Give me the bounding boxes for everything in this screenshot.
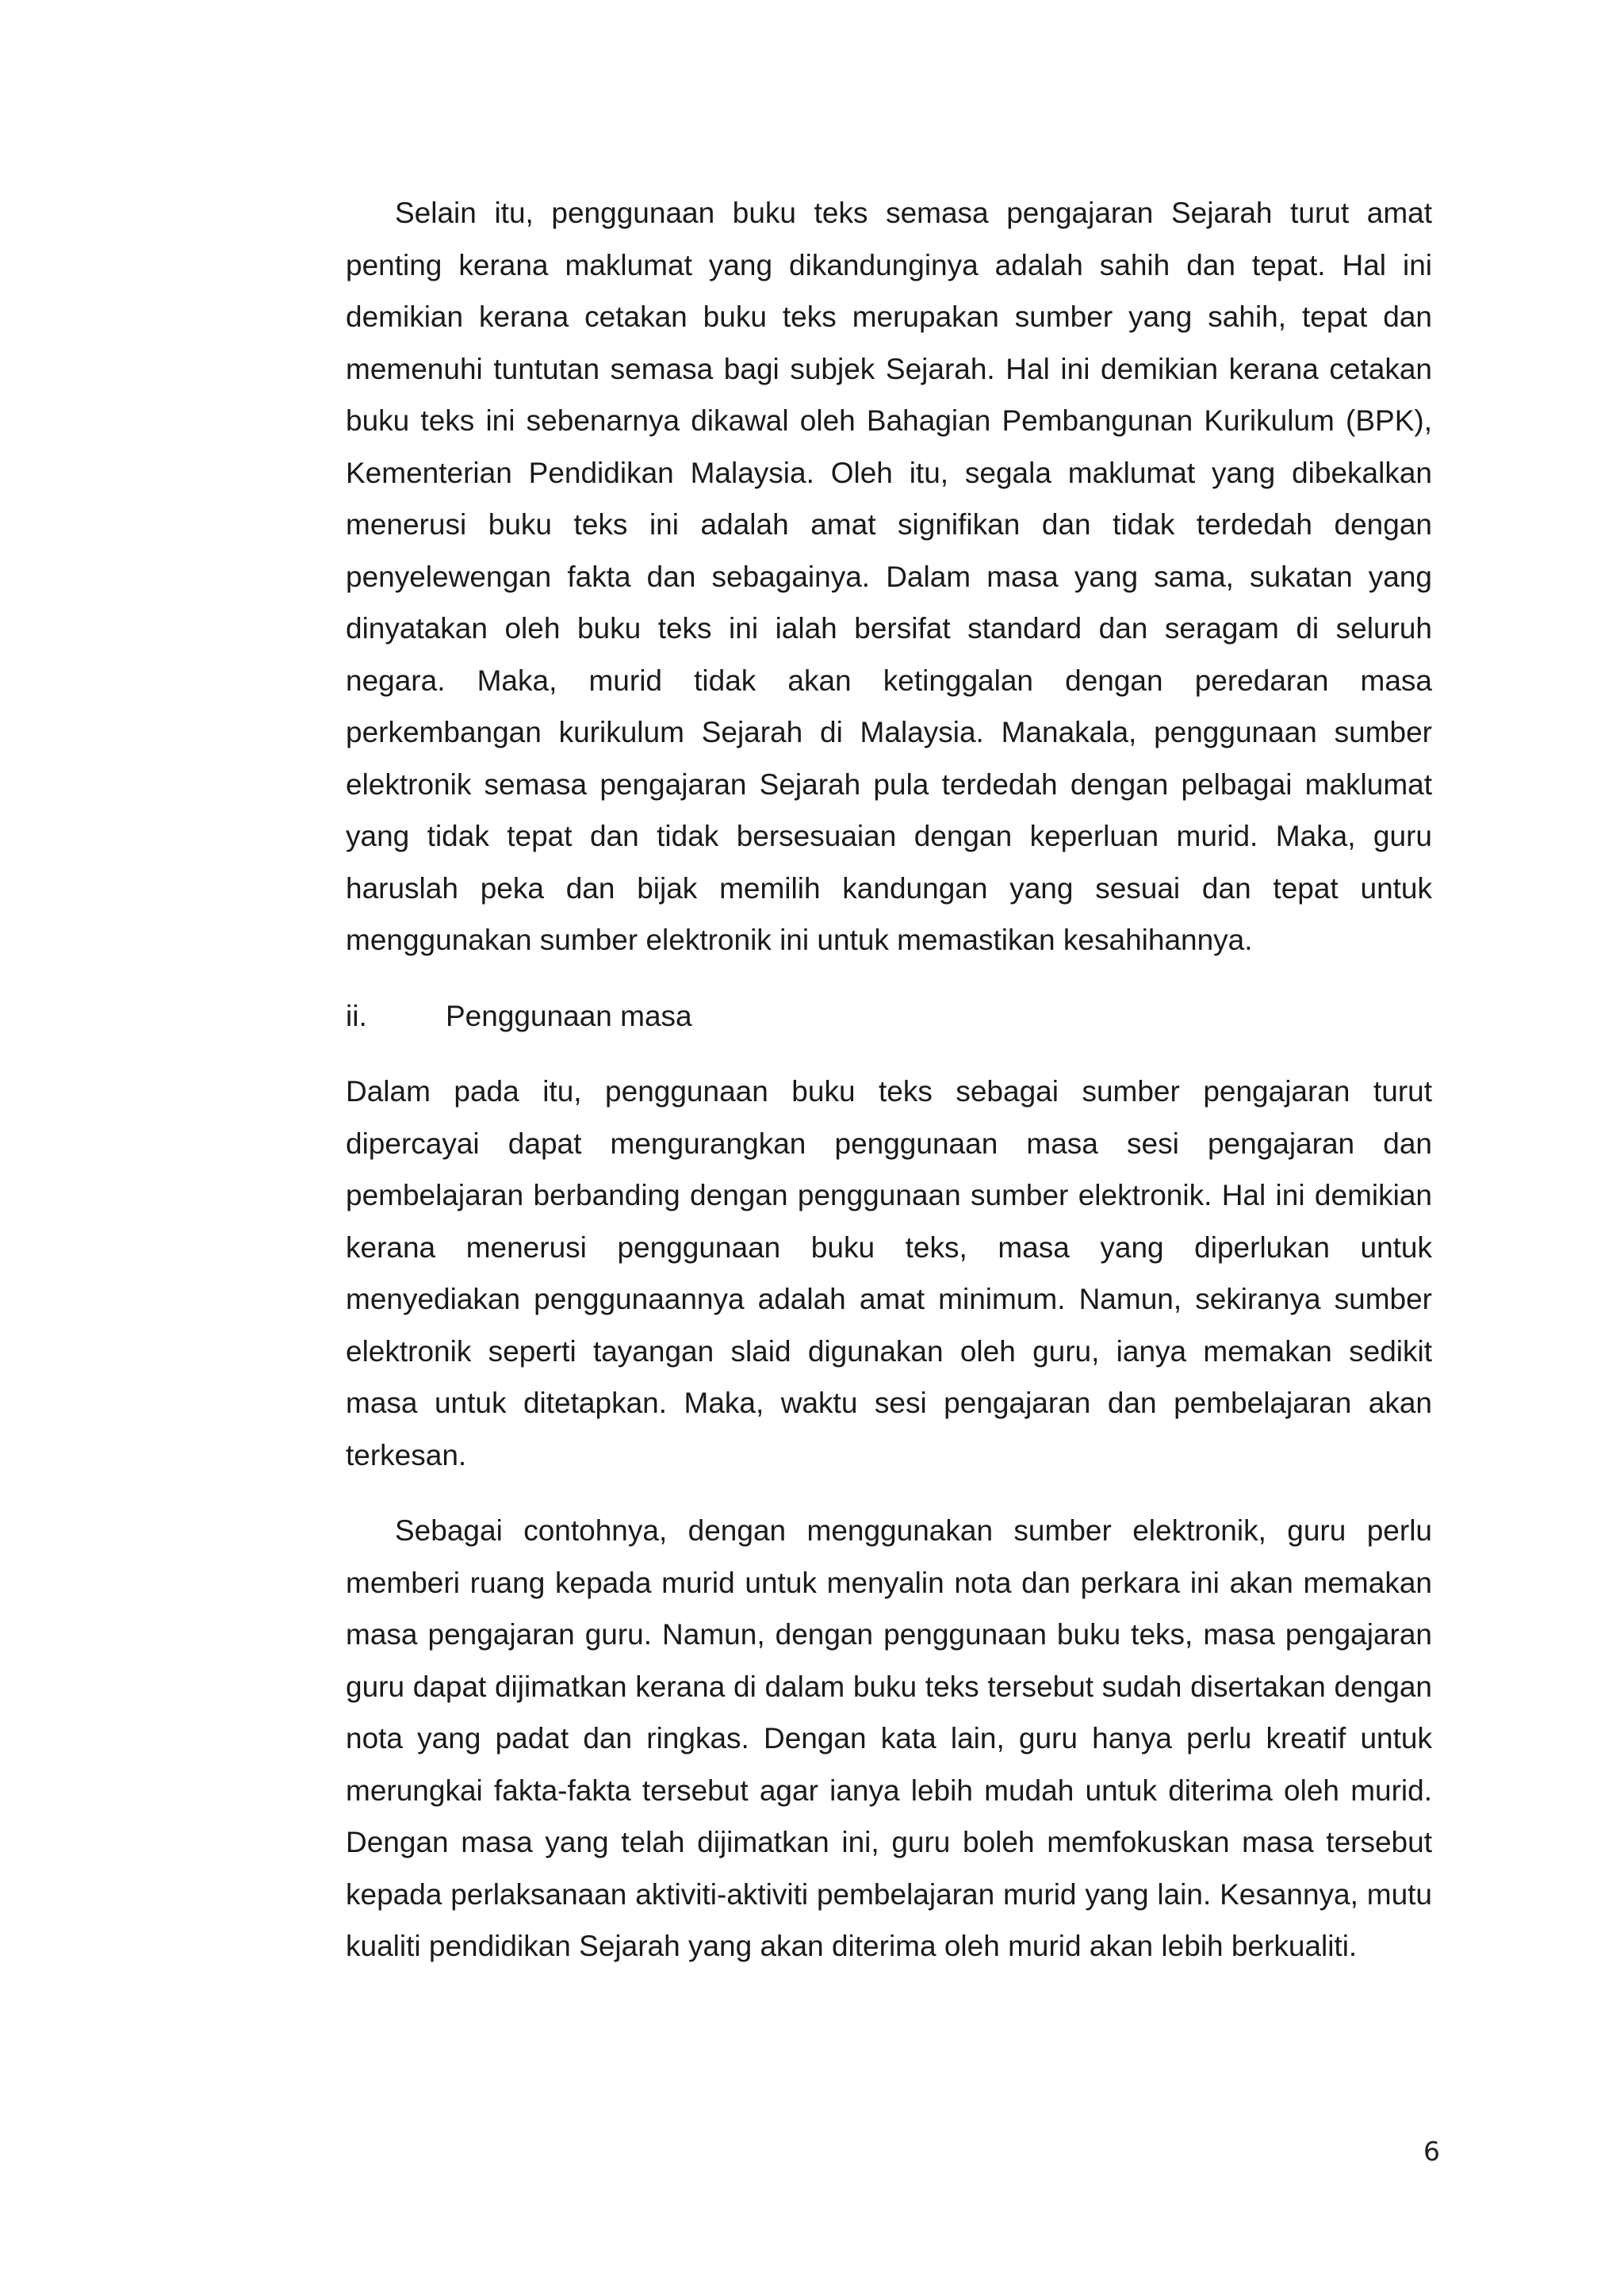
section-subheading	[346, 990, 1432, 1043]
page-number: 6	[1423, 2136, 1440, 2167]
page-body	[346, 187, 1432, 1973]
paragraph-example: Sebagai contohnya, dengan menggunakan sumber elektronik, guru perlu memberi ruang kepada murid untuk menyalin nota dan perkara ini akan memakan masa pengajaran guru. Namun, dengan penggunaan buku teks, masa pengajaran guru dapat dijimatkan kerana di dalam buku teks tersebut sudah disertakan dengan nota yang padat dan ringkas. Dengan kata lain, guru hanya perlu kreatif untuk merungkai fakta-fakta tersebut agar ianya lebih mudah untuk diterima oleh murid. Dengan masa yang telah dijimatkan ini, guru boleh memfokuskan masa tersebut kepada perlaksanaan aktiviti-aktiviti pembelajaran murid yang lain. Kesannya, mutu kualiti pendidikan Sejarah yang akan diterima oleh murid akan lebih berkualiti.	[346, 1514, 1432, 1962]
paragraph-textbook-accuracy: Selain itu, penggunaan buku teks semasa pengajaran Sejarah turut amat penting kerana maklumat yang dikandunginya adalah sahih dan tepat. Hal ini demikian kerana cetakan buku teks merupakan sumber yang sahih, tepat dan memenuhi tuntutan semasa bagi subjek Sejarah. Hal ini demikian kerana cetakan buku teks ini sebenarnya dikawal oleh Bahagian Pembangunan Kurikulum (BPK), Kementerian Pendidikan Malaysia. Oleh itu, segala maklumat yang dibekalkan menerusi buku teks ini adalah amat signifikan dan tidak terdedah dengan penyelewengan fakta dan sebagainya. Dalam masa yang sama, sukatan yang dinyatakan oleh buku teks ini ialah bersifat standard dan seragam di seluruh negara. Maka, murid tidak akan ketinggalan dengan peredaran masa perkembangan kurikulum Sejarah di Malaysia. Manakala, penggunaan sumber elektronik semasa pengajaran Sejarah pula terdedah dengan pelbagai maklumat yang tidak tepat dan tidak bersesuaian dengan keperluan murid. Maka, guru haruslah peka dan bijak memilih kandungan yang sesuai dan tepat untuk menggunakan sumber elektronik ini untuk memastikan kesahihannya.	[346, 197, 1432, 956]
subheading-title: Penggunaan masa	[446, 999, 692, 1032]
subheading-number: ii.	[346, 999, 367, 1032]
paragraph-time-usage: Dalam pada itu, penggunaan buku teks sebagai sumber pengajaran turut dipercayai dapat mengurangkan penggunaan masa sesi pengajaran dan pembelajaran berbanding dengan penggunaan sumber elektronik. Hal ini demikian kerana menerusi penggunaan buku teks, masa yang diperlukan untuk menyediakan penggunaannya adalah amat minimum. Namun, sekiranya sumber elektronik seperti tayangan slaid digunakan oleh guru, ianya memakan sedikit masa untuk ditetapkan. Maka, waktu sesi pengajaran dan pembelajaran akan terkesan.	[346, 1075, 1432, 1471]
